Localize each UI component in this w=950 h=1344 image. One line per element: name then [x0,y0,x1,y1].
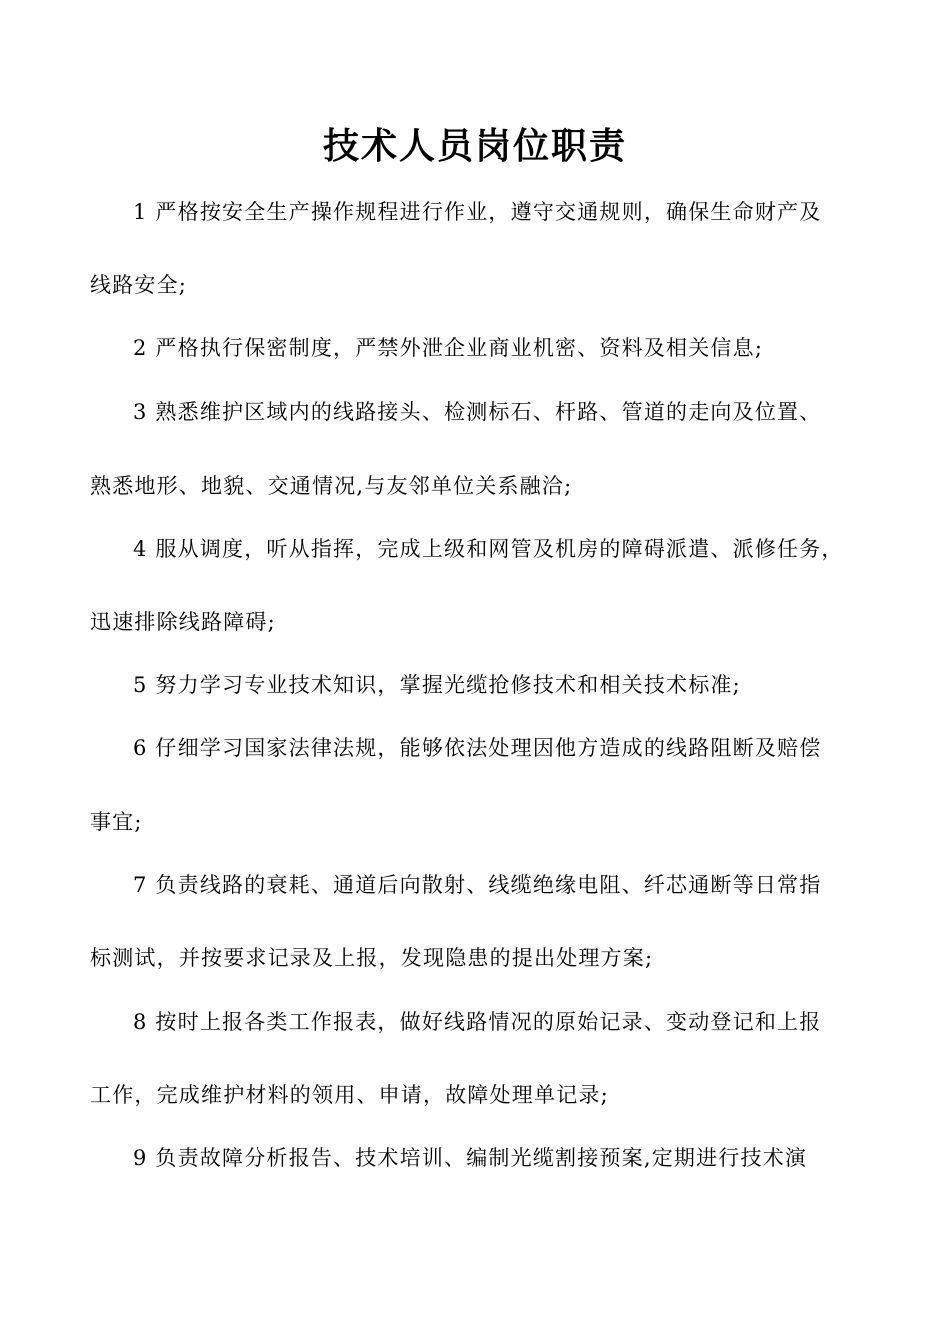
duty-6-line-1: 6 仔细学习国家法律法规，能够依法处理因他方造成的线路阻断及赔偿 [133,736,822,760]
duty-2-line-1: 2 严格执行保密制度，严禁外泄企业商业机密、资料及相关信息; [133,336,764,360]
duty-7-line-1: 7 负责线路的衰耗、通道后向散射、线缆绝缘电阻、纤芯通断等日常指 [133,873,822,897]
duty-3-line-2: 熟悉地形、地貌、交通情况,与友邻单位关系融洽; [90,474,573,498]
duty-4-line-1: 4 服从调度，听从指挥，完成上级和网管及机房的障碍派遣、派修任务， [133,537,844,561]
duty-1-line-1: 1 严格按安全生产操作规程进行作业，遵守交通规则，确保生命财产及 [133,200,822,224]
duty-8-line-2: 工作，完成维护材料的领用、申请，故障处理单记录; [90,1083,609,1107]
duty-6-line-2: 事宜; [90,810,143,834]
duty-7-line-2: 标测试，并按要求记录及上报，发现隐患的提出处理方案; [90,946,654,970]
duty-8-line-1: 8 按时上报各类工作报表，做好线路情况的原始记录、变动登记和上报 [133,1010,822,1034]
document-title: 技术人员岗位职责 [322,126,627,167]
duty-5-line-1: 5 努力学习专业技术知识，掌握光缆抢修技术和相关技术标准; [133,673,741,697]
duty-9-line-1: 9 负责故障分析报告、技术培训、编制光缆割接预案,定期进行技术演 [133,1146,808,1170]
duty-3-line-1: 3 熟悉维护区域内的线路接头、检测标石、杆路、管道的走向及位置、 [133,400,822,424]
duty-4-line-2: 迅速排除线路障碍; [90,610,276,634]
duty-1-line-2: 线路安全; [90,273,188,297]
